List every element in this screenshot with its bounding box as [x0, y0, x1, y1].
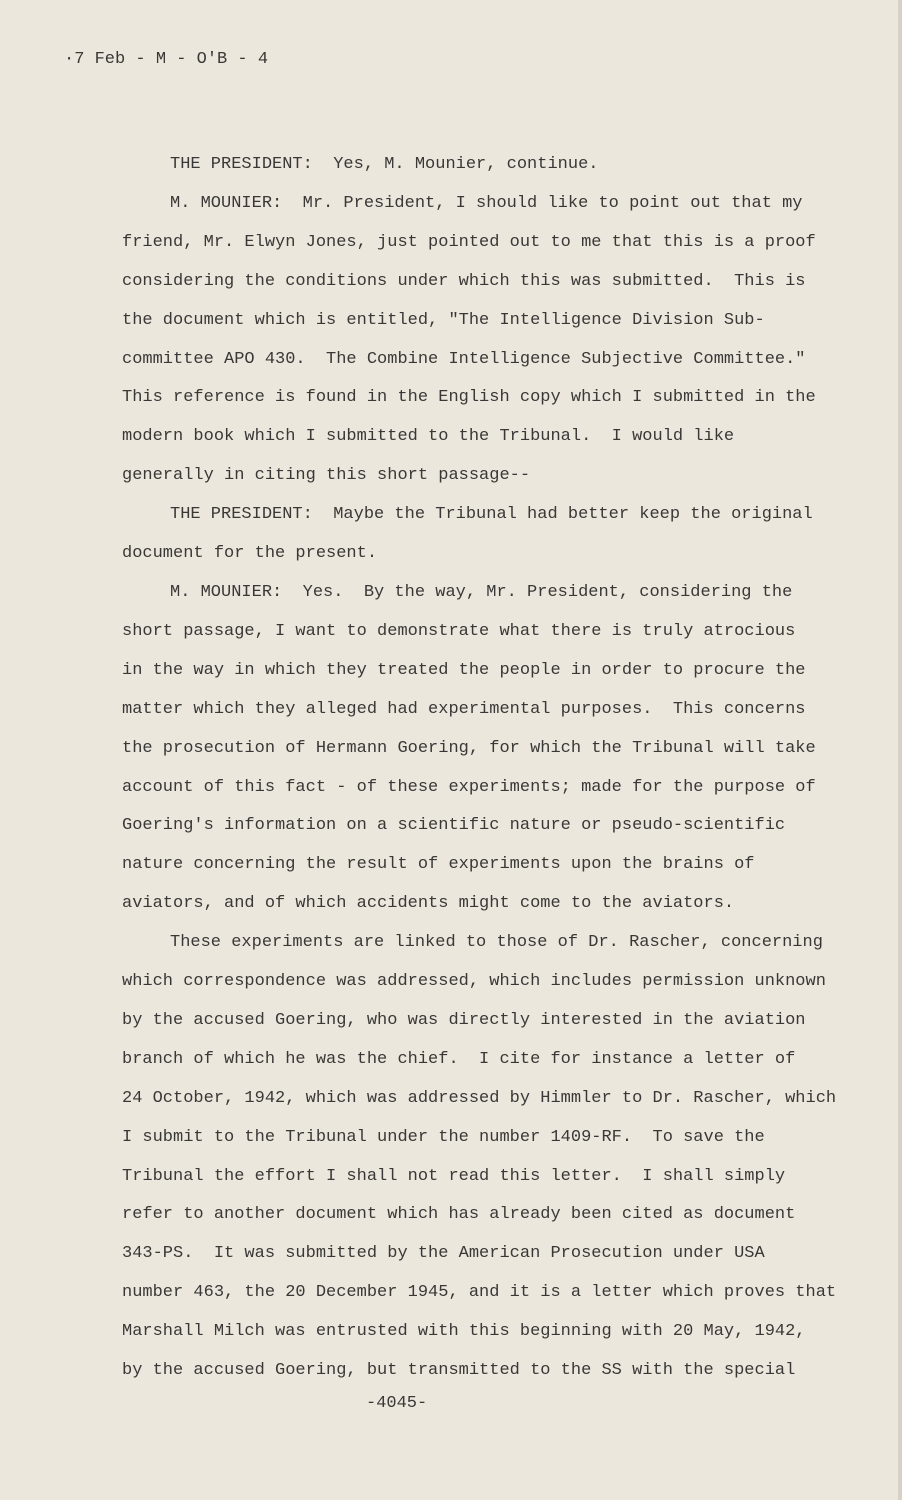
text-line: THE PRESIDENT: Yes, M. Mounier, continue. — [170, 155, 599, 174]
text-line: nature concerning the result of experiments upon the brains of — [122, 855, 755, 875]
text-line: the prosecution of Hermann Goering, for which the Tribunal will take — [122, 738, 816, 758]
text-line: the document which is entitled, "The Intelligence Division Sub- — [122, 310, 765, 330]
text-line: THE PRESIDENT: Maybe the Tribunal had better keep the original — [170, 505, 813, 525]
text-line: which correspondence was addressed, which includes permission unknown — [122, 972, 826, 992]
page-edge — [898, 0, 902, 1500]
text-line: I submit to the Tribunal under the number 1409-RF. To save the — [122, 1127, 765, 1147]
text-line: M. MOUNIER: Mr. President, I should like to point out that my — [170, 193, 803, 213]
text-line: refer to another document which has already been cited as document — [122, 1205, 796, 1225]
text-line: matter which they alleged had experimental purposes. This concerns — [122, 699, 806, 719]
text-line: by the accused Goering, who was directly interested in the aviation — [122, 1010, 806, 1030]
text-line: short passage, I want to demonstrate what there is truly atrocious — [122, 621, 796, 641]
text-line: 343-PS. It was submitted by the American Prosecution under USA — [122, 1244, 765, 1264]
text-line: friend, Mr. Elwyn Jones, just pointed out to me that this is a proof — [122, 232, 816, 252]
text-line: aviators, and of which accidents might come to the aviators. — [122, 894, 735, 914]
text-line: Goering's information on a scientific nature or pseudo-scientific — [122, 816, 786, 836]
page-header: ·7 Feb - M - O'B - 4 — [64, 50, 269, 69]
text-line: number 463, the 20 December 1945, and it is a letter which proves that — [122, 1283, 837, 1303]
text-line: modern book which I submitted to the Tribunal. I would like — [122, 427, 735, 447]
text-line: considering the conditions under which this was submitted. This is — [122, 271, 806, 291]
text-line: by the accused Goering, but transmitted to the SS with the special — [122, 1361, 796, 1381]
text-line: Marshall Milch was entrusted with this beginning with 20 May, 1942, — [122, 1322, 806, 1342]
text-line: branch of which he was the chief. I cite for instance a letter of — [122, 1049, 796, 1069]
text-line: generally in citing this short passage-- — [122, 466, 531, 486]
text-line: These experiments are linked to those of Dr. Rascher, concerning — [170, 933, 823, 953]
text-line: in the way in which they treated the people in order to procure the — [122, 660, 806, 680]
text-line: Tribunal the effort I shall not read this letter. I shall simply — [122, 1166, 786, 1186]
text-line: This reference is found in the English copy which I submitted in the — [122, 388, 816, 408]
text-line: account of this fact - of these experiments; made for the purpose of — [122, 777, 816, 797]
text-line: 24 October, 1942, which was addressed by Himmler to Dr. Rascher, which — [122, 1088, 837, 1108]
text-line: document for the present. — [122, 544, 378, 564]
page-number: -4045- — [366, 1394, 428, 1413]
text-line: committee APO 430. The Combine Intelligence Subjective Committee." — [122, 349, 806, 369]
document-body — [122, 146, 837, 1391]
text-line: M. MOUNIER: Yes. By the way, Mr. President, considering the — [170, 582, 793, 602]
